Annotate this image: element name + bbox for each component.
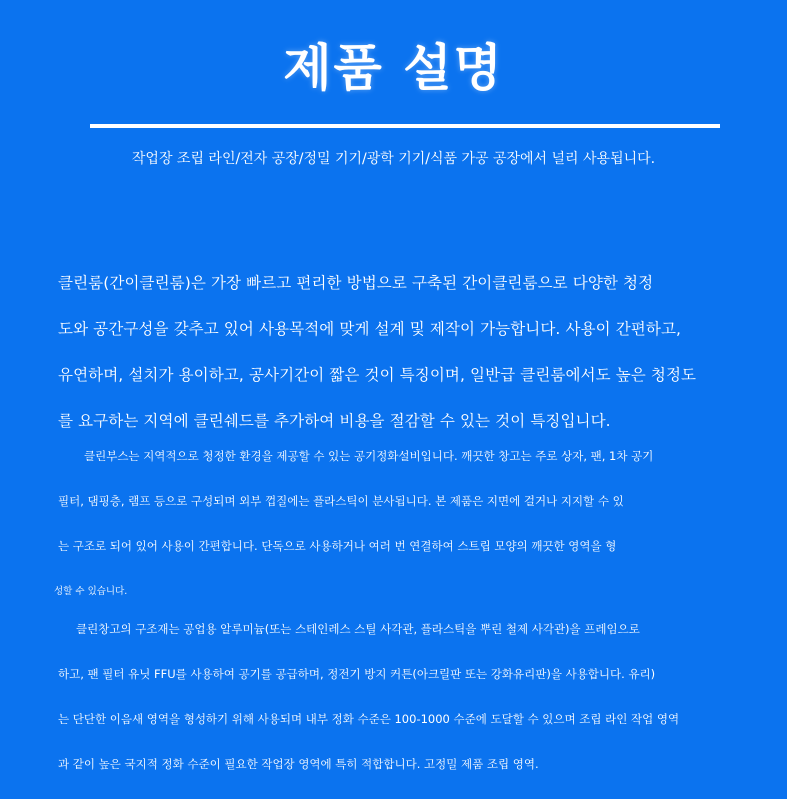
title-divider [90,124,720,128]
paragraph-line: 클린룸(간이클린룸)은 가장 빠르고 편리한 방법으로 구축된 간이클린룸으로 다양한 청정 [58,274,654,292]
paragraph-line: 유연하며, 설치가 용이하고, 공사기간이 짧은 것이 특징이며, 일반급 클린룸에서도 높은 청정도 [58,366,697,384]
paragraph-line: 도와 공간구성을 갖추고 있어 사용목적에 맞게 설계 및 제작이 가능합니다. 사용이 간편하고, [58,320,682,338]
page-subtitle: 작업장 조립 라인/전자 공장/정밀 기기/광학 기기/식품 가공 공장에서 널리 사용됩니다. [131,151,656,167]
paragraph-line: 성할 수 있습니다. [54,586,128,597]
paragraph-line: 과 같이 높은 국지적 정화 수준이 필요한 작업장 영역에 특히 적합합니다. 고정밀 제품 조립 영역. [58,757,539,771]
paragraph-clean-warehouse-structure [58,607,758,787]
page-title: 제품 설명 [283,39,504,97]
paragraph-line: 클린부스는 지역적으로 청정한 환경을 제공할 수 있는 공기정화설비입니다. 깨끗한 창고는 주로 상자, 팬, 1차 공기 [84,449,654,463]
paragraph-line: 를 요구하는 지역에 클린쉐드를 추가하여 비용을 절감할 수 있는 것이 특징입니다. [58,412,611,430]
paragraph-line: 클린창고의 구조재는 공업용 알루미늄(또는 스테인레스 스틸 사각관, 플라스틱을 뿌린 철제 사각관)을 프레임으로 [76,622,640,636]
paragraph-clean-booth [54,434,758,614]
paragraph-line: 는 구조로 되어 있어 사용이 간편합니다. 단독으로 사용하거나 여러 번 연결하여 스트립 모양의 깨끗한 영역을 형 [58,539,617,553]
paragraph-cleanroom-intro [58,260,758,444]
paragraph-line: 는 단단한 이음새 영역을 형성하기 위해 사용되며 내부 정화 수준은 100-1000 수준에 도달할 수 있으며 조립 라인 작업 영역 [58,712,680,726]
paragraph-line: 필터, 댐핑층, 램프 등으로 구성되며 외부 껍질에는 플라스틱이 분사됩니다. 본 제품은 지면에 걸거나 지지할 수 있 [58,494,624,508]
paragraph-line: 하고, 팬 필터 유닛 FFU를 사용하여 공기를 공급하며, 정전기 방지 커튼(아크릴판 또는 강화유리판)을 사용합니다. 유리) [58,667,656,681]
